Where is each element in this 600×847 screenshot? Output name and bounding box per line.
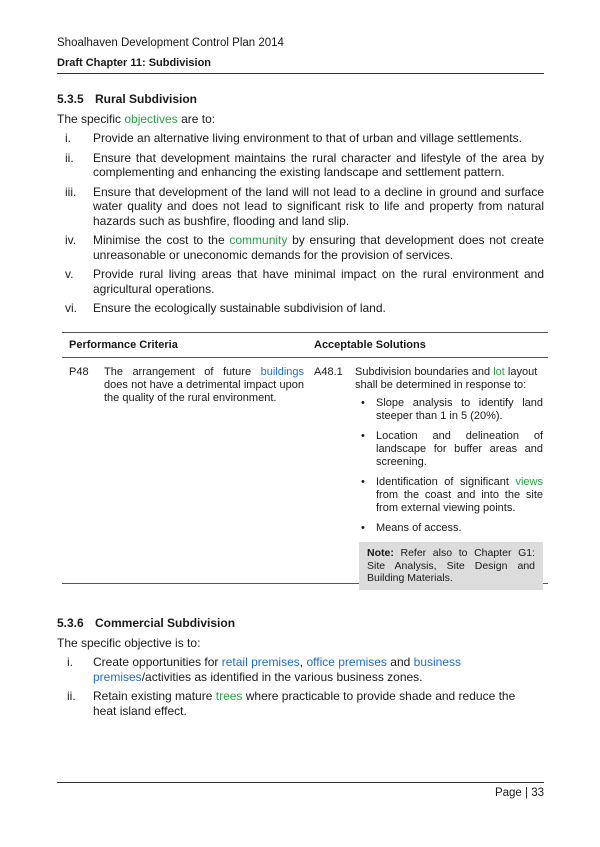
- bullet-icon: •: [361, 522, 365, 534]
- page-header: [57, 36, 544, 70]
- section-title: Rural Subdivision: [95, 92, 198, 106]
- objectives-list: [57, 655, 544, 718]
- solution-text-part: layout shall be determined in response to:: [355, 366, 538, 391]
- bullet-item: [359, 522, 543, 535]
- performance-criteria-header: Performance Criteria: [69, 339, 178, 351]
- note-box: [359, 542, 543, 590]
- list-item: [57, 655, 544, 684]
- criteria-table: [62, 332, 548, 584]
- objectives-list: [57, 131, 544, 316]
- section-heading: [57, 616, 544, 631]
- page-number: Page | 33: [494, 787, 544, 799]
- office-premises-link[interactable]: office premises: [306, 655, 387, 669]
- solution-text-part: Subdivision boundaries and: [355, 366, 494, 378]
- list-text: [93, 233, 544, 262]
- bullet-text-part: from the coast and into the site from external viewing points.: [376, 489, 543, 514]
- lot-link[interactable]: lot: [493, 366, 505, 378]
- trees-link[interactable]: trees: [215, 689, 243, 703]
- section-commercial-subdivision: [57, 616, 544, 723]
- section-heading: [57, 92, 544, 107]
- bullet-item: [359, 397, 543, 423]
- objectives-link[interactable]: objectives: [124, 112, 178, 126]
- list-text-part: Create opportunities for: [93, 655, 222, 669]
- list-text: [93, 689, 544, 718]
- table-row: [62, 358, 548, 584]
- list-item: [57, 267, 544, 296]
- list-marker: v.: [65, 267, 74, 281]
- buildings-link[interactable]: buildings: [260, 366, 304, 378]
- list-marker: vi.: [65, 301, 77, 315]
- list-text-part: ,: [299, 655, 307, 669]
- bullet-icon: •: [361, 397, 365, 409]
- list-text-part: Retain existing mature: [93, 689, 216, 703]
- list-text-part: where practicable to provide shade and reduce the heat island effect.: [93, 689, 516, 718]
- bullet-icon: •: [361, 476, 365, 488]
- list-text-part: Minimise the cost to the: [93, 233, 230, 247]
- list-text-part: by ensuring that development does not create unreasonable or uneconomic demands for the provision of services.: [93, 233, 544, 262]
- retail-premises-link[interactable]: retail premises: [221, 655, 300, 669]
- list-marker: iii.: [65, 184, 77, 199]
- solution-content: [349, 366, 548, 583]
- list-marker: ii.: [65, 150, 74, 165]
- list-text: Ensure the ecologically sustainable subdivision of land.: [93, 301, 386, 315]
- solution-bullets: [349, 397, 543, 590]
- note-text: Refer also to Chapter G1: Site Analysis, Site Design and Building Materials.: [367, 547, 535, 584]
- views-link[interactable]: views: [515, 476, 543, 488]
- bullet-text: [376, 476, 543, 515]
- header-divider: [57, 73, 544, 74]
- list-item: [57, 689, 544, 718]
- section-rural-subdivision: [57, 92, 544, 321]
- bullet-text-part: Identification of significant: [376, 476, 516, 488]
- criteria-text-part: does not have a detrimental impact upon the quality of the rural environment.: [104, 379, 304, 404]
- list-item: [57, 185, 544, 229]
- section-title: Commercial Subdivision: [95, 616, 236, 630]
- bullet-text: Means of access.: [376, 522, 462, 534]
- list-marker: i.: [65, 131, 71, 145]
- list-text: Ensure that development maintains the rural character and lifestyle of the area by complementing and enhancing the existing landscape and settlement pattern.: [93, 150, 544, 179]
- footer-divider: [57, 782, 544, 783]
- list-text-part: and: [386, 655, 414, 669]
- chapter-title: Draft Chapter 11: Subdivision: [57, 57, 212, 69]
- bullet-text: Slope analysis to identify land steeper than 1 in 5 (20%).: [376, 397, 543, 422]
- section-intro: The specific objective is to:: [57, 636, 201, 650]
- plan-title: Shoalhaven Development Control Plan 2014: [57, 37, 284, 49]
- list-text: [93, 655, 544, 684]
- solution-intro: [349, 366, 543, 392]
- bullet-item: [359, 430, 543, 469]
- business-premises-link[interactable]: business premises: [93, 655, 462, 684]
- section-number: 5.3.5: [57, 92, 84, 106]
- criteria-id: P48: [69, 366, 89, 378]
- list-text-part: /activities as identified in the various business zones.: [141, 669, 423, 684]
- table-header-row: [62, 333, 548, 358]
- criteria-text: [104, 366, 304, 583]
- list-text: Provide an alternative living environment to that of urban and village settlements.: [93, 131, 522, 145]
- community-link[interactable]: community: [229, 233, 288, 247]
- section-intro: [57, 112, 544, 127]
- list-text: Ensure that development of the land will not lead to a decline in ground and surface water quality and does not lead to significant risk to life and property from natural hazards such as bushfire, flooding and land slip.: [93, 184, 544, 228]
- note-label: Note:: [367, 547, 394, 559]
- bullet-icon: •: [361, 430, 365, 442]
- intro-text: are to:: [177, 112, 216, 126]
- intro-text: The specific: [57, 112, 125, 126]
- bullet-item: [359, 476, 543, 515]
- list-item: [57, 233, 544, 262]
- list-marker: i.: [67, 655, 73, 669]
- list-marker: ii.: [67, 689, 76, 703]
- criteria-text-part: The arrangement of future: [104, 366, 261, 378]
- acceptable-solutions-header: Acceptable Solutions: [314, 339, 426, 351]
- solution-id: A48.1: [314, 366, 343, 378]
- list-marker: iv.: [65, 233, 77, 247]
- section-number: 5.3.6: [57, 616, 84, 630]
- list-item: [57, 301, 544, 316]
- list-text: Provide rural living areas that have minimal impact on the rural environment and agricultural operations.: [93, 267, 544, 296]
- list-item: [57, 131, 544, 146]
- list-item: [57, 151, 544, 180]
- bullet-text: Location and delineation of landscape for buffer areas and screening.: [376, 430, 543, 468]
